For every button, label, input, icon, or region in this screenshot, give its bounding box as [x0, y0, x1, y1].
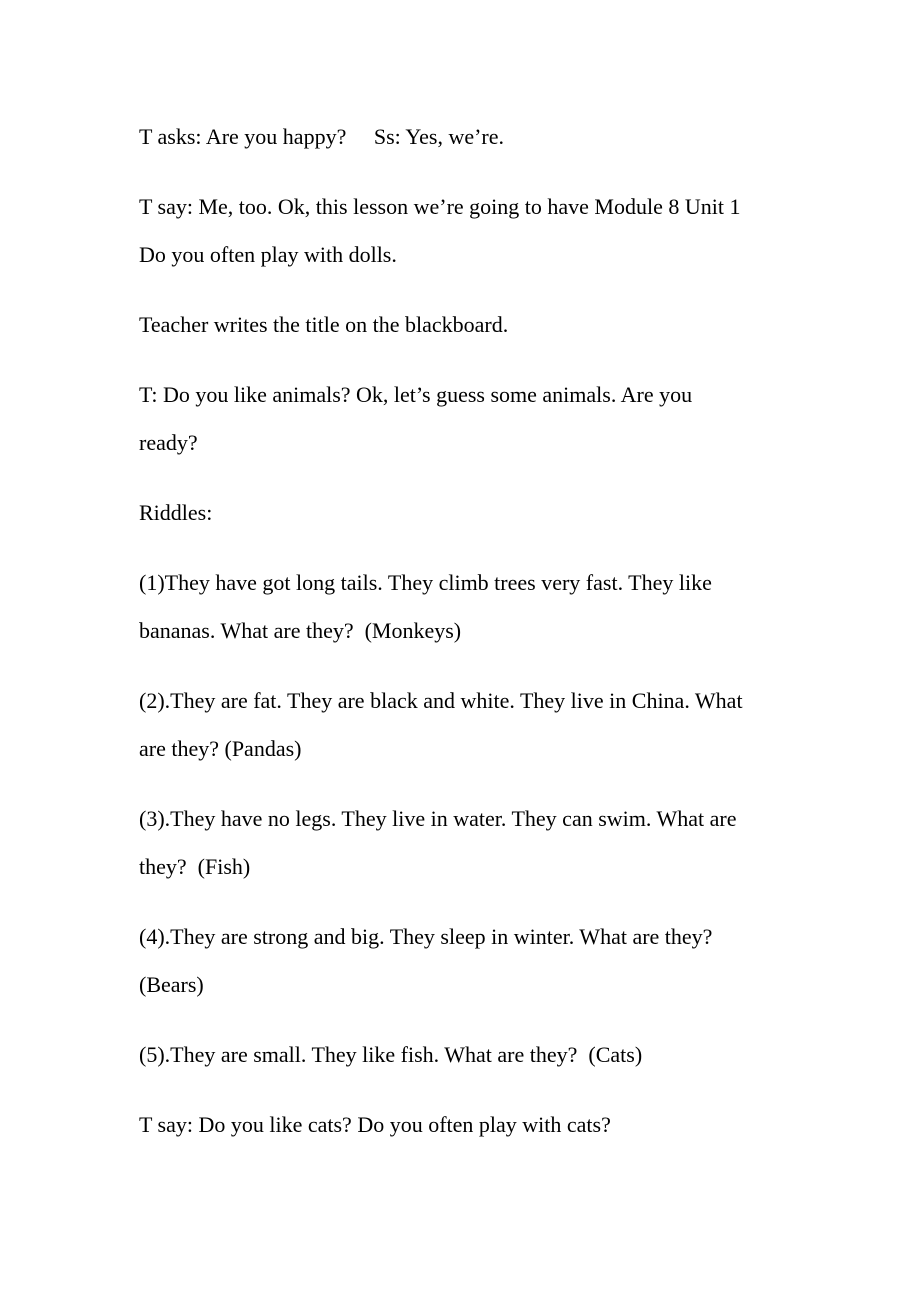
- dialogue-line: T say: Do you like cats? Do you often play with cats?: [139, 1112, 611, 1137]
- dialogue-line: T say: Me, too. Ok, this lesson we’re going to have Module 8 Unit 1: [139, 194, 741, 219]
- riddle-line: (5).They are small. They like fish. What are they? (Cats): [139, 1042, 643, 1067]
- riddle-line: are they? (Pandas): [139, 736, 302, 761]
- riddle-line: (2).They are fat. They are black and white. They live in China. What: [139, 688, 743, 713]
- riddle-line: (4).They are strong and big. They sleep in winter. What are they?: [139, 924, 713, 949]
- section-heading: Riddles:: [139, 500, 213, 525]
- riddle-line: bananas. What are they? (Monkeys): [139, 618, 462, 643]
- instruction-line: Teacher writes the title on the blackboard.: [139, 312, 509, 337]
- riddle-line: they? (Fish): [139, 854, 251, 879]
- dialogue-line: ready?: [139, 430, 198, 455]
- dialogue-line: T asks: Are you happy? Ss: Yes, we’re.: [139, 124, 505, 149]
- dialogue-line: Do you often play with dolls.: [139, 242, 397, 267]
- riddle-line: (3).They have no legs. They live in water. They can swim. What are: [139, 806, 737, 831]
- dialogue-line: T: Do you like animals? Ok, let’s guess some animals. Are you: [139, 382, 693, 407]
- riddle-line: (1)They have got long tails. They climb trees very fast. They like: [139, 570, 712, 595]
- riddle-line: (Bears): [139, 972, 204, 997]
